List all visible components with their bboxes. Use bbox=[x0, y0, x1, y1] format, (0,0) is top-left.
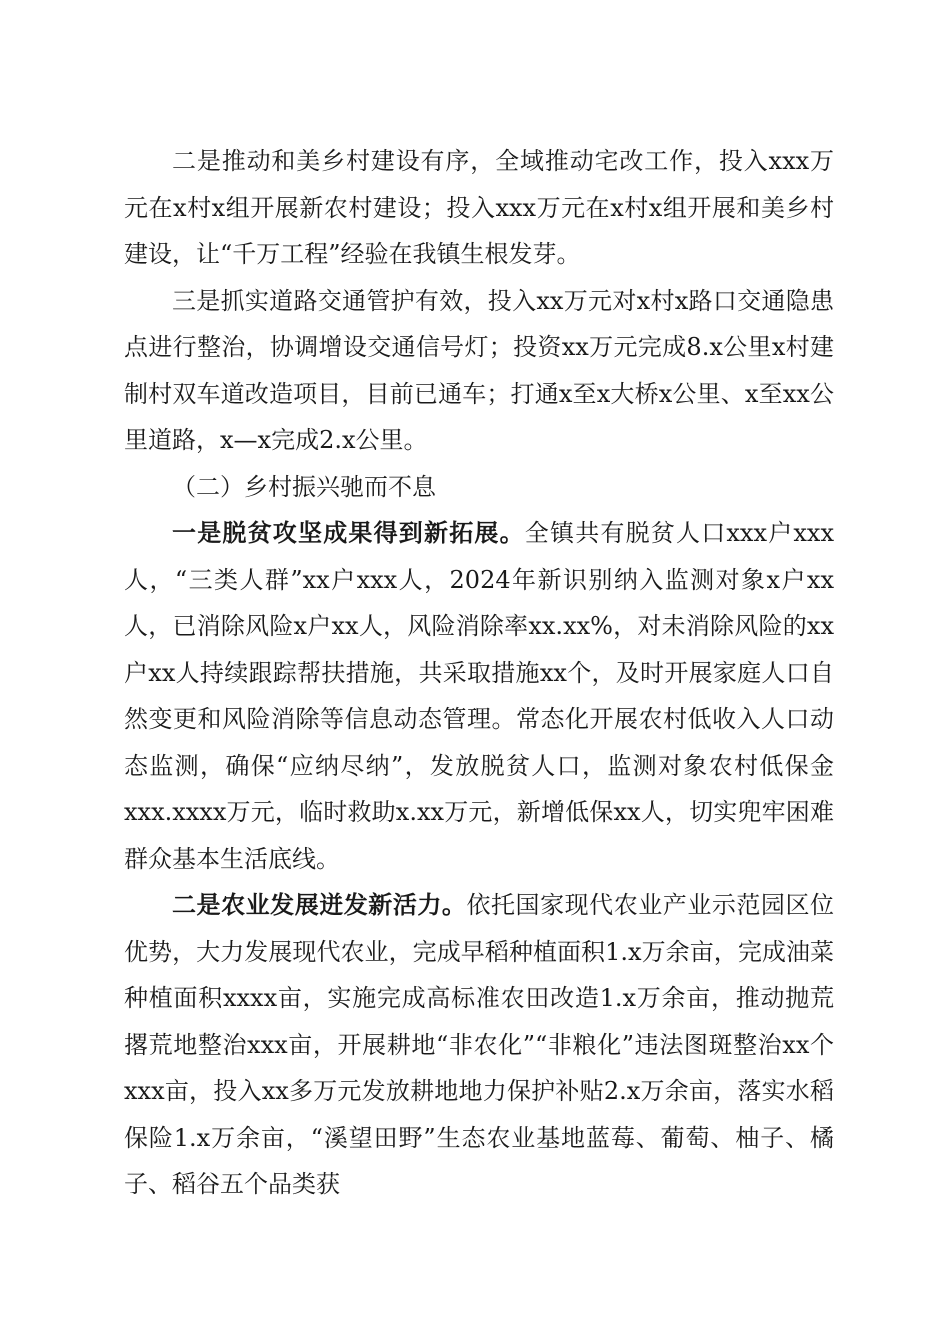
paragraph-rural-construction bbox=[124, 138, 834, 278]
paragraph-lead: 二是农业发展迸发新活力。 bbox=[172, 890, 467, 919]
paragraph-agriculture bbox=[124, 882, 834, 1208]
paragraph-text: 全镇共有脱贫人口xxx户xxx人，“三类人群”xx户xxx人，2024年新识别纳入监测对象x户xx人，已消除风险x户xx人，风险消除率xx.xx%，对未消除风险的xx户xx人持续跟踪帮扶措施，共采取措施xx个，及时开展家庭人口自然变更和风险消除等信息动态管理。常态化开展农村低收入人口动态监测，确保“应纳尽纳”，发放脱贫人口，监测对象农村低保金xxx.xxxx万元，临时救助x.xx万元，新增低保xx人，切实兜牢困难群众基本生活底线。 bbox=[124, 519, 834, 873]
paragraph-road-traffic bbox=[124, 278, 834, 464]
paragraph-lead: 三是抓实道路交通管护有效， bbox=[172, 286, 488, 315]
paragraph-lead: 二是推动和美乡村建设有序， bbox=[172, 147, 496, 175]
paragraph-poverty-alleviation bbox=[124, 510, 834, 882]
paragraph-text: 全域推动宅改工作，投入xxx万元在x村x组开展新农村建设；投入xxx万元在x村x组开展和美乡村建设，让“千万工程”经验在我镇生根发芽。 bbox=[124, 147, 834, 268]
paragraph-text: 投入xx万元对x村x路口交通隐患点进行整治，协调增设交通信号灯；投资xx万元完成8.x公里x村建制村双车道改造项目，目前已通车；打通x至x大桥x公里、x至xx公里道路，x—x完成2.x公里。 bbox=[124, 286, 835, 454]
paragraph-lead: 一是脱贫攻坚成果得到新拓展。 bbox=[172, 518, 525, 547]
section-heading: （二）乡村振兴驰而不息 bbox=[172, 472, 436, 501]
paragraph-text: 依托国家现代农业产业示范园区位优势，大力发展现代农业，完成早稻种植面积1.x万余亩，完成油菜种植面积xxxx亩，实施完成高标准农田改造1.x万余亩，推动抛荒撂荒地整治xxx亩，开展耕地“非农化”“非粮化”违法图斑整治xx个xxx亩，投入xx多万元发放耕地地力保护补贴2.x万余亩，落实水稻保险1.x万余亩，“溪望田野”生态农业基地蓝莓、葡萄、柚子、橘子、稻谷五个品类获 bbox=[124, 891, 835, 1198]
document-body bbox=[124, 138, 834, 1208]
